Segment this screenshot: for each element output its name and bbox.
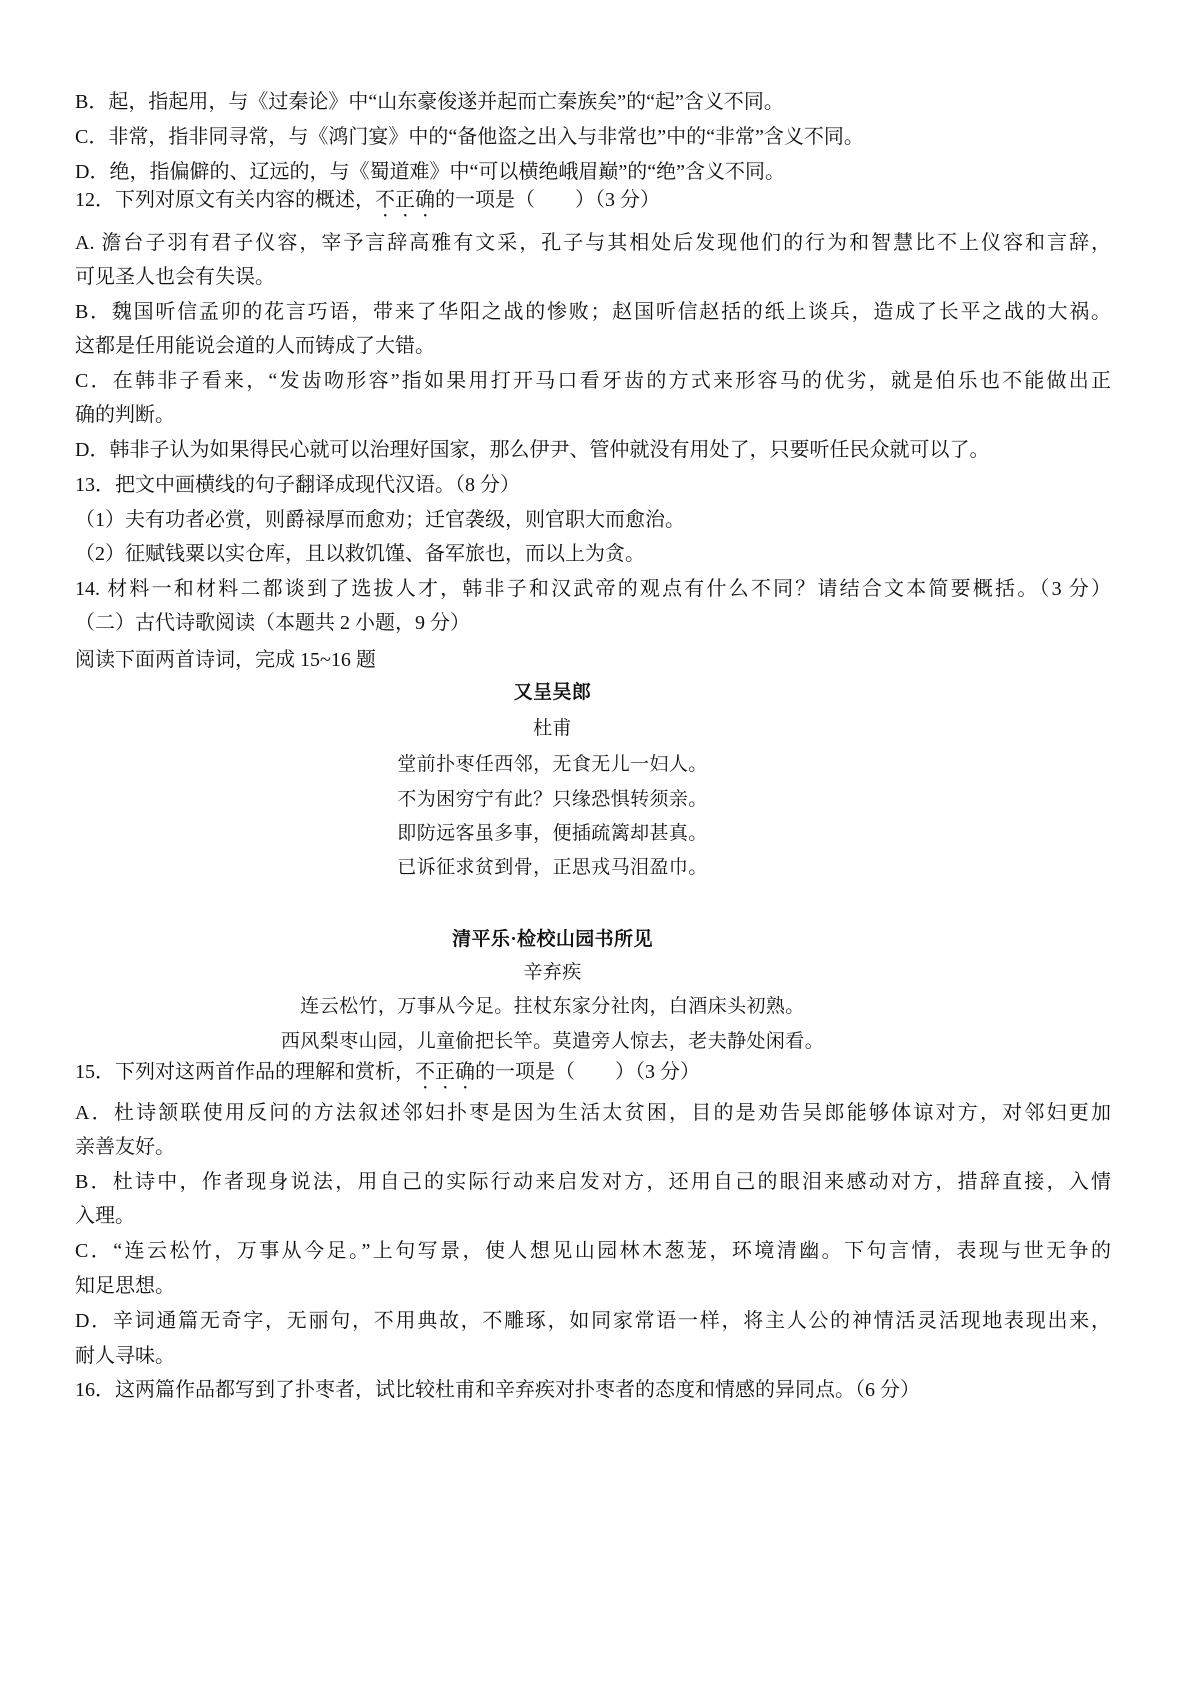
- poem-2-author: 辛弃疾: [523, 962, 582, 983]
- q15-option-c-line-1: C．“连云松竹，万事从今足。”上句写景，使人想见山园林木葱茏，环境清幽。下句言情，表现与世无争的: [75, 1240, 1111, 1262]
- q15-option-b-line-1: B．杜诗中，作者现身说法，用自己的实际行动来启发对方，还用自己的眼泪来感动对方，措辞直接，入情: [75, 1171, 1111, 1193]
- q15-option-a-line-1: A．杜诗颔联使用反问的方法叙述邻妇扑枣是因为生活太贫困，目的是劝告吴郎能够体谅对方，对邻妇更加: [75, 1102, 1111, 1124]
- poem-1-line: 已诉征求贫到骨，正思戎马泪盈巾。: [397, 857, 708, 878]
- poem-2-line: 西风梨枣山园，儿童偷把长竿。莫遣旁人惊去，老夫静处闲看。: [280, 1031, 825, 1052]
- q15-option-a-line-2: 亲善友好。: [75, 1136, 175, 1158]
- q12-option-c-line-2: 确的判断。: [75, 404, 175, 426]
- q15-stem-suffix: 的一项是（ ）（3 分）: [475, 1061, 700, 1083]
- q11-option-c: C．非常，指非同寻常，与《鸿门宴》中的“备他盗之出入与非常也”中的“非常”含义不同。: [75, 126, 864, 148]
- q15-stem-prefix: 15．下列对这两首作品的理解和赏析，: [75, 1061, 415, 1083]
- q13-stem: 13．把文中画横线的句子翻译成现代汉语。（8 分）: [75, 474, 520, 496]
- poem-2-line: 连云松竹，万事从今足。拄杖东家分社肉，白酒床头初熟。: [300, 996, 805, 1017]
- q12-stem-emphasis: 不正确: [375, 189, 435, 211]
- q12-option-c-line-1: C．在韩非子看来，“发齿吻形容”指如果用打开马口看牙齿的方式来形容马的优劣，就是伯乐也不能做出正: [75, 370, 1111, 392]
- q12-option-d: D．韩非子认为如果得民心就可以治理好国家，那么伊尹、管仲就没有用处了，只要听任民众就可以了。: [75, 439, 990, 461]
- q11-option-d: D．绝，指偏僻的、辽远的，与《蜀道难》中“可以横绝峨眉巅”的“绝”含义不同。: [75, 161, 785, 183]
- q11-option-b: B．起，指起用，与《过秦论》中“山东豪俊遂并起而亡秦族矣”的“起”含义不同。: [75, 91, 784, 113]
- q12-stem-suffix: 的一项是（ ）（3 分）: [435, 189, 660, 211]
- q15-option-d-line-1: D．辛词通篇无奇字，无丽句，不用典故，不雕琢，如同家常语一样，将主人公的神情活灵活现地表现出来，: [75, 1310, 1111, 1332]
- q15-stem-emphasis: 不正确: [415, 1061, 475, 1083]
- q12-option-a-line-1: A. 澹台子羽有君子仪容，宰予言辞高雅有文采，孔子与其相处后发现他们的行为和智慧比不上仪容和言辞，: [75, 232, 1111, 254]
- q12-option-b-line-1: B．魏国听信孟卯的花言巧语，带来了华阳之战的惨败；赵国听信赵括的纸上谈兵，造成了长平之战的大祸。: [75, 301, 1111, 323]
- q12-stem-prefix: 12．下列对原文有关内容的概述，: [75, 189, 375, 211]
- q15-stem: [75, 1055, 1111, 1089]
- q13-item-2: （2）征赋钱粟以实仓库，且以救饥馑、备军旅也，而以上为贪。: [75, 543, 645, 565]
- poem-1-line: 堂前扑枣任西邻，无食无儿一妇人。: [397, 754, 708, 775]
- q12-option-a-line-2: 可见圣人也会有失误。: [75, 266, 275, 288]
- q15-option-b-line-2: 入理。: [75, 1205, 135, 1227]
- q12-stem: [75, 183, 1111, 217]
- q15-option-d-line-2: 耐人寻味。: [75, 1345, 175, 1367]
- q15-option-c-line-2: 知足思想。: [75, 1275, 175, 1297]
- poem-1-line: 即防远客虽多事，便插疏篱却甚真。: [397, 823, 708, 844]
- q12-option-b-line-2: 这都是任用能说会道的人而铸成了大错。: [75, 335, 435, 357]
- section-heading: （二）古代诗歌阅读（本题共 2 小题，9 分）: [75, 612, 470, 634]
- poem-1-title: 又呈吴郎: [513, 682, 592, 703]
- q13-item-1: （1）夫有功者必赏，则爵禄厚而愈劝；迁官袭级，则官职大而愈治。: [75, 509, 685, 531]
- section-instruction: 阅读下面两首诗词，完成 15~16 题: [75, 649, 376, 671]
- poem-2-title: 清平乐·检校山园书所见: [452, 929, 653, 950]
- poem-1-line: 不为困穷宁有此？只缘恐惧转须亲。: [397, 789, 708, 810]
- q14-stem: 14. 材料一和材料二都谈到了选拔人才，韩非子和汉武帝的观点有什么不同？请结合文本简要概括。（3 分）: [75, 578, 1111, 600]
- poem-1-author: 杜甫: [533, 718, 572, 739]
- q16-stem: 16．这两篇作品都写到了扑枣者，试比较杜甫和辛弃疾对扑枣者的态度和情感的异同点。（6 分）: [75, 1379, 920, 1401]
